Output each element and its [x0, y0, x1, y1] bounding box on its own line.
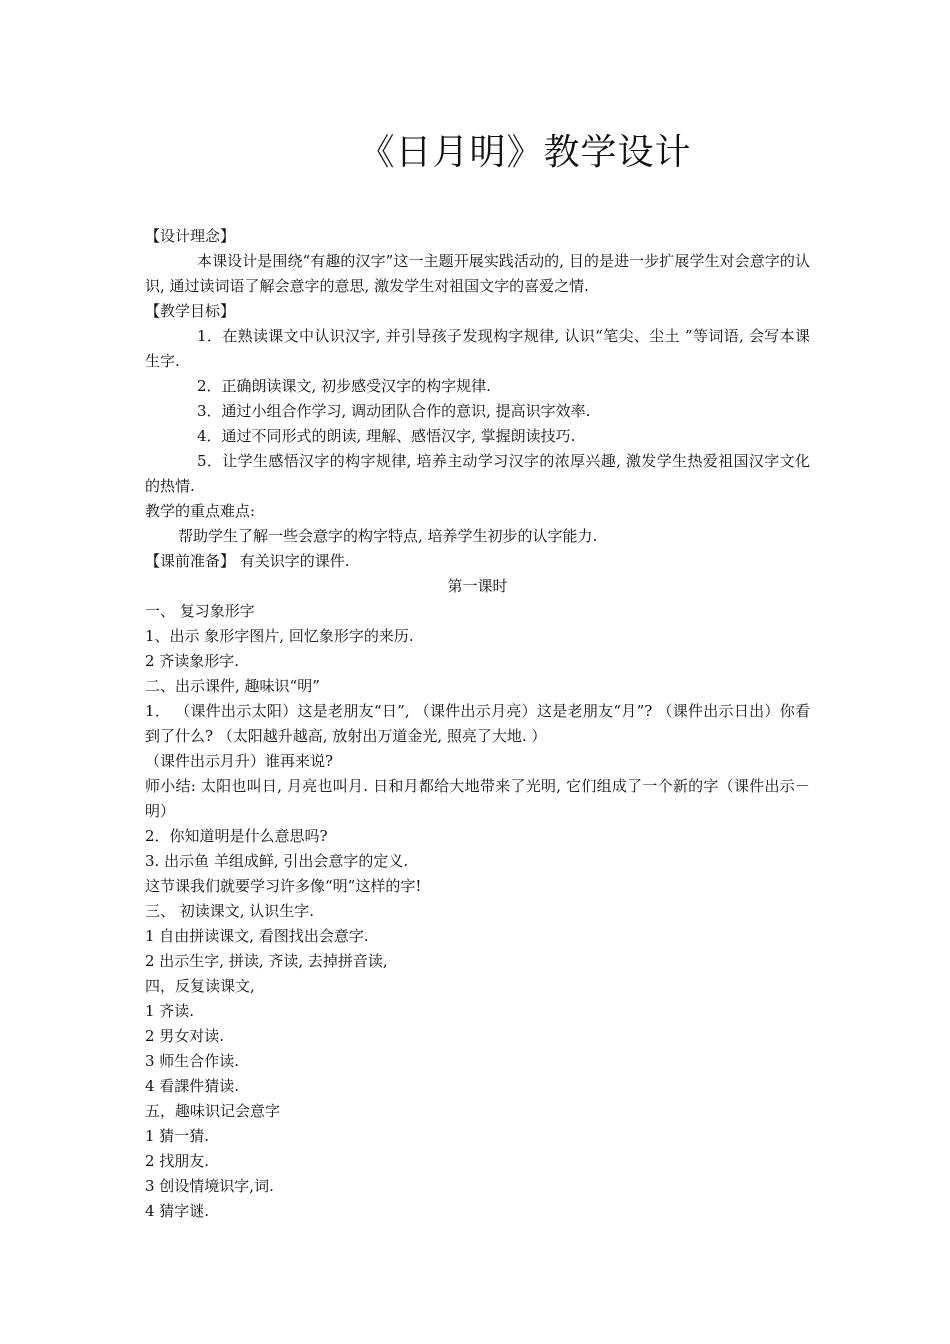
list-item: 1． （课件出示太阳）这是老朋友“日”, （课件出示月亮）这是老朋友“月”? （课件出示日出）你看到了什么? （太阳越升越高, 放射出万道金光, 照亮了大地. ） — [145, 702, 810, 745]
list-item: 3. 出示鱼 羊组成鲜, 引出会意字的定义. — [145, 852, 409, 870]
lesson-heading: 第一课时 — [447, 577, 508, 595]
step-heading: 五，趣味识记会意字 — [145, 1102, 281, 1120]
list-item: 4 看課件猜读. — [145, 1077, 240, 1095]
list-item: 3．通过小组合作学习, 调动团队合作的意识, 提高识字效率. — [197, 402, 591, 420]
step-heading: 四，反复读课文, — [145, 977, 255, 995]
section-heading: 【设计理念】 — [145, 227, 236, 245]
list-item: 2 出示生字, 拼读, 齐读, 去掉拼音读, — [145, 952, 388, 970]
document-title: 《日月明》教学设计 — [358, 132, 692, 173]
section-heading: 教学的重点难点: — [145, 502, 256, 520]
list-item: 4．通过不同形式的朗读, 理解、感悟汉字, 掌握朗读技巧. — [197, 427, 576, 445]
list-item: 2 男女对读. — [145, 1027, 225, 1045]
paragraph: （课件出示月升）谁再来说? — [145, 752, 334, 770]
list-item: 2．正确朗读课文, 初步感受汉字的构字规律. — [197, 377, 491, 395]
section-heading: 【课前准备】 有关识字的课件. — [145, 552, 350, 570]
list-item: 1、出示 象形字图片, 回忆象形字的来历. — [145, 627, 414, 645]
step-heading: 三、 初读课文, 认识生字. — [145, 902, 315, 920]
paragraph: 师小结: 太阳也叫日, 月亮也叫月. 日和月都给大地带来了光明, 它们组成了一个新的字（课件出示－明） — [145, 777, 810, 820]
list-item: 2 找朋友. — [145, 1152, 210, 1170]
paragraph: 本课设计是围绕“有趣的汉字”这一主题开展实践活动的, 目的是进一步扩展学生对会意字的认识, 通过读词语了解会意字的意思, 激发学生对祖国文字的喜爱之情. — [145, 252, 810, 295]
list-item: 2．你知道明是什么意思吗? — [145, 827, 328, 845]
section-heading: 【教学目标】 — [145, 302, 236, 320]
document-body — [145, 224, 810, 1224]
list-item: 1 齐读. — [145, 1002, 195, 1020]
list-item: 1．在熟读课文中认识汉字, 并引导孩子发现构字规律, 认识“笔尖、尘土 ”等词语, 会写本课生字. — [145, 327, 810, 370]
paragraph: 帮助学生了解一些会意字的构字特点, 培养学生初步的认字能力. — [178, 527, 598, 545]
paragraph: 这节课我们就要学习许多像“明”这样的字! — [145, 877, 422, 895]
list-item: 4 猜字谜. — [145, 1202, 210, 1220]
list-item: 5．让学生感悟汉字的构字规律, 培养主动学习汉字的浓厚兴趣, 激发学生热爱祖国汉字文化的热情. — [145, 452, 810, 495]
list-item: 1 自由拼读课文, 看图找出会意字. — [145, 927, 369, 945]
list-item: 2 齐读象形字. — [145, 652, 240, 670]
step-heading: 一、 复习象形字 — [145, 602, 255, 620]
step-heading: 二、出示课件, 趣味识“明” — [145, 677, 320, 695]
list-item: 3 师生合作读. — [145, 1052, 240, 1070]
list-item: 3 创设情境识字,词. — [145, 1177, 274, 1195]
list-item: 1 猜一猜. — [145, 1127, 210, 1145]
